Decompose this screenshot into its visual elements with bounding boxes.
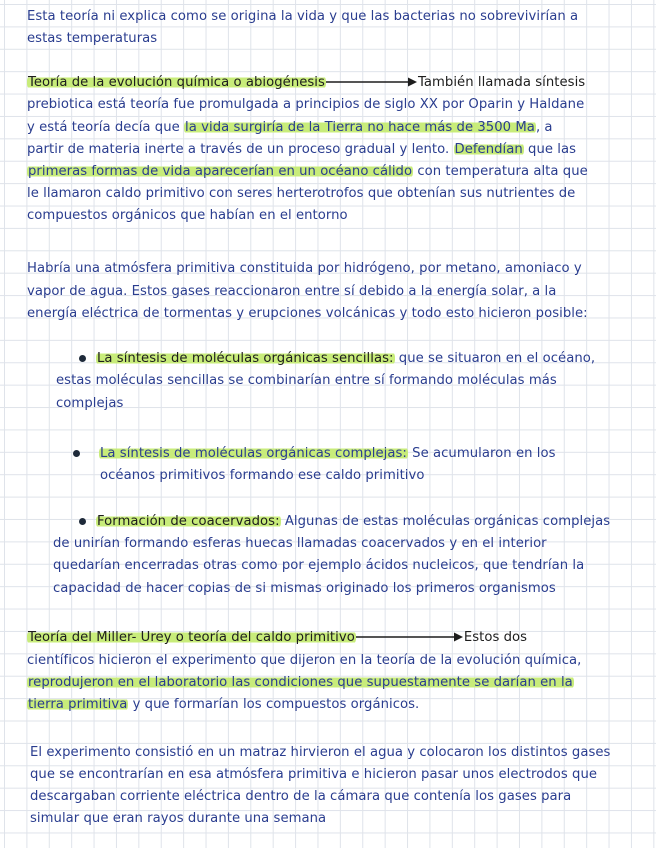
abiogenesis-line-5-post: con temperatura alta que bbox=[413, 164, 588, 179]
miller-title: Teoría del Miller- Urey o teoría del caldo primitivo bbox=[28, 630, 355, 645]
abiogenesis-line-4 bbox=[27, 139, 576, 161]
bullet-2-heading: La síntesis de moléculas orgánicas complejas: bbox=[100, 446, 407, 461]
bullet-dot bbox=[79, 518, 86, 525]
intro-line-2: estas temperaturas bbox=[27, 31, 158, 46]
miller-line-2: científicos hicieron el experimento que dijeron en la teoría de la evolución química, bbox=[27, 653, 582, 668]
bullet-dot bbox=[73, 450, 80, 457]
bullet-1-line-1 bbox=[96, 348, 595, 370]
intro-line-1: Esta teoría ni explica como se origina la vida y que las bacterias no sobrevivirían a bbox=[27, 9, 579, 24]
abiogenesis-title-line bbox=[27, 72, 585, 94]
bullet-1-rest: que se situaron en el océano, bbox=[394, 351, 596, 366]
abiogenesis-line-7: compuestos orgánicos que habían en el entorno bbox=[27, 208, 348, 223]
miller-line-3-highlight: reprodujeron en el laboratorio las condiciones que supuestamente se darían en la bbox=[28, 675, 573, 690]
arrow-right-icon bbox=[356, 632, 464, 642]
abiogenesis-line-3-pre: y está teoría decía que bbox=[27, 120, 185, 135]
abiogenesis-line-4-highlight: Defendían bbox=[454, 142, 523, 157]
bullet-dot bbox=[79, 355, 86, 362]
miller-after-arrow: Estos dos bbox=[463, 630, 528, 645]
experiment-line-2: que se encontrarían en esa atmósfera primitiva e hicieron pasar unos electrodos que bbox=[30, 767, 598, 782]
abiogenesis-line-4-post: que las bbox=[523, 142, 577, 157]
bullet-3-rest: Algunas de estas moléculas orgánicas complejas bbox=[280, 514, 611, 529]
abiogenesis-line-3 bbox=[27, 117, 553, 139]
miller-line-4-highlight: tierra primitiva bbox=[28, 697, 128, 712]
abiogenesis-line-6: le llamaron caldo primitivo con seres herterotrofos que obtenían sus nutrientes de bbox=[27, 186, 576, 201]
abiogenesis-line-2: prebiotica está teoría fue promulgada a principios de siglo XX por Oparin y Haldane bbox=[27, 97, 585, 112]
bullet-2-rest: Se acumularon en los bbox=[407, 446, 556, 461]
atmosphere-line-2: vapor de agua. Estos gases reaccionaron entre sí debido a la energía solar, a la bbox=[27, 284, 557, 299]
bullet-3-heading: Formación de coacervados: bbox=[97, 514, 280, 529]
bullet-3-line-1 bbox=[96, 511, 610, 533]
miller-line-4-post: y que formarían los compuestos orgánicos. bbox=[128, 697, 420, 712]
miller-line-4 bbox=[27, 694, 419, 716]
abiogenesis-line-5 bbox=[27, 161, 588, 183]
bullet-3-line-4: capacidad de hacer copias de si mismas originado los primeros organismos bbox=[53, 581, 556, 596]
abiogenesis-line-3-post: , a bbox=[535, 120, 553, 135]
bullet-3-line-3: quedarían encerradas otras como por ejemplo ácidos nucleicos, que tendrían la bbox=[53, 558, 585, 573]
bullet-3-line-2: de unirían formando esferas huecas llamadas coacervados y en el interior bbox=[53, 536, 547, 551]
abiogenesis-line-3-highlight: la vida surgiría de la Tierra no hace más de 3500 Ma bbox=[185, 120, 535, 135]
experiment-line-4: simular que eran rayos durante una semana bbox=[30, 811, 327, 826]
bullet-1-line-3: complejas bbox=[56, 396, 124, 411]
atmosphere-line-1: Habría una atmósfera primitiva constituida por hidrógeno, por metano, amoniaco y bbox=[27, 261, 582, 276]
abiogenesis-title: Teoría de la evolución química o abiogénesis bbox=[28, 75, 325, 90]
atmosphere-line-3: energía eléctrica de tormentas y erupciones volcánicas y todo esto hicieron posible: bbox=[27, 306, 588, 321]
experiment-line-1: El experimento consistió en un matraz hirvieron el agua y colocaron los distintos gases bbox=[30, 745, 611, 760]
abiogenesis-line-4-pre: partir de materia inerte a través de un proceso gradual y lento. bbox=[27, 142, 454, 157]
abiogenesis-after-arrow: También llamada síntesis bbox=[417, 75, 586, 90]
arrow-right-icon bbox=[326, 77, 418, 87]
miller-line-3 bbox=[27, 672, 574, 694]
abiogenesis-line-5-highlight: primeras formas de vida aparecerían en un océano cálido bbox=[28, 164, 413, 179]
bullet-1-line-2: estas moléculas sencillas se combinarían entre sí formando moléculas más bbox=[56, 373, 557, 388]
bullet-2-line-2: océanos primitivos formando ese caldo primitivo bbox=[100, 468, 425, 483]
bullet-2-line-1 bbox=[99, 443, 556, 465]
miller-title-line bbox=[27, 627, 527, 649]
experiment-line-3: descargaban corriente eléctrica dentro de la cámara que contenía los gases para bbox=[30, 789, 572, 804]
bullet-1-heading: La síntesis de moléculas orgánicas sencillas: bbox=[97, 351, 394, 366]
